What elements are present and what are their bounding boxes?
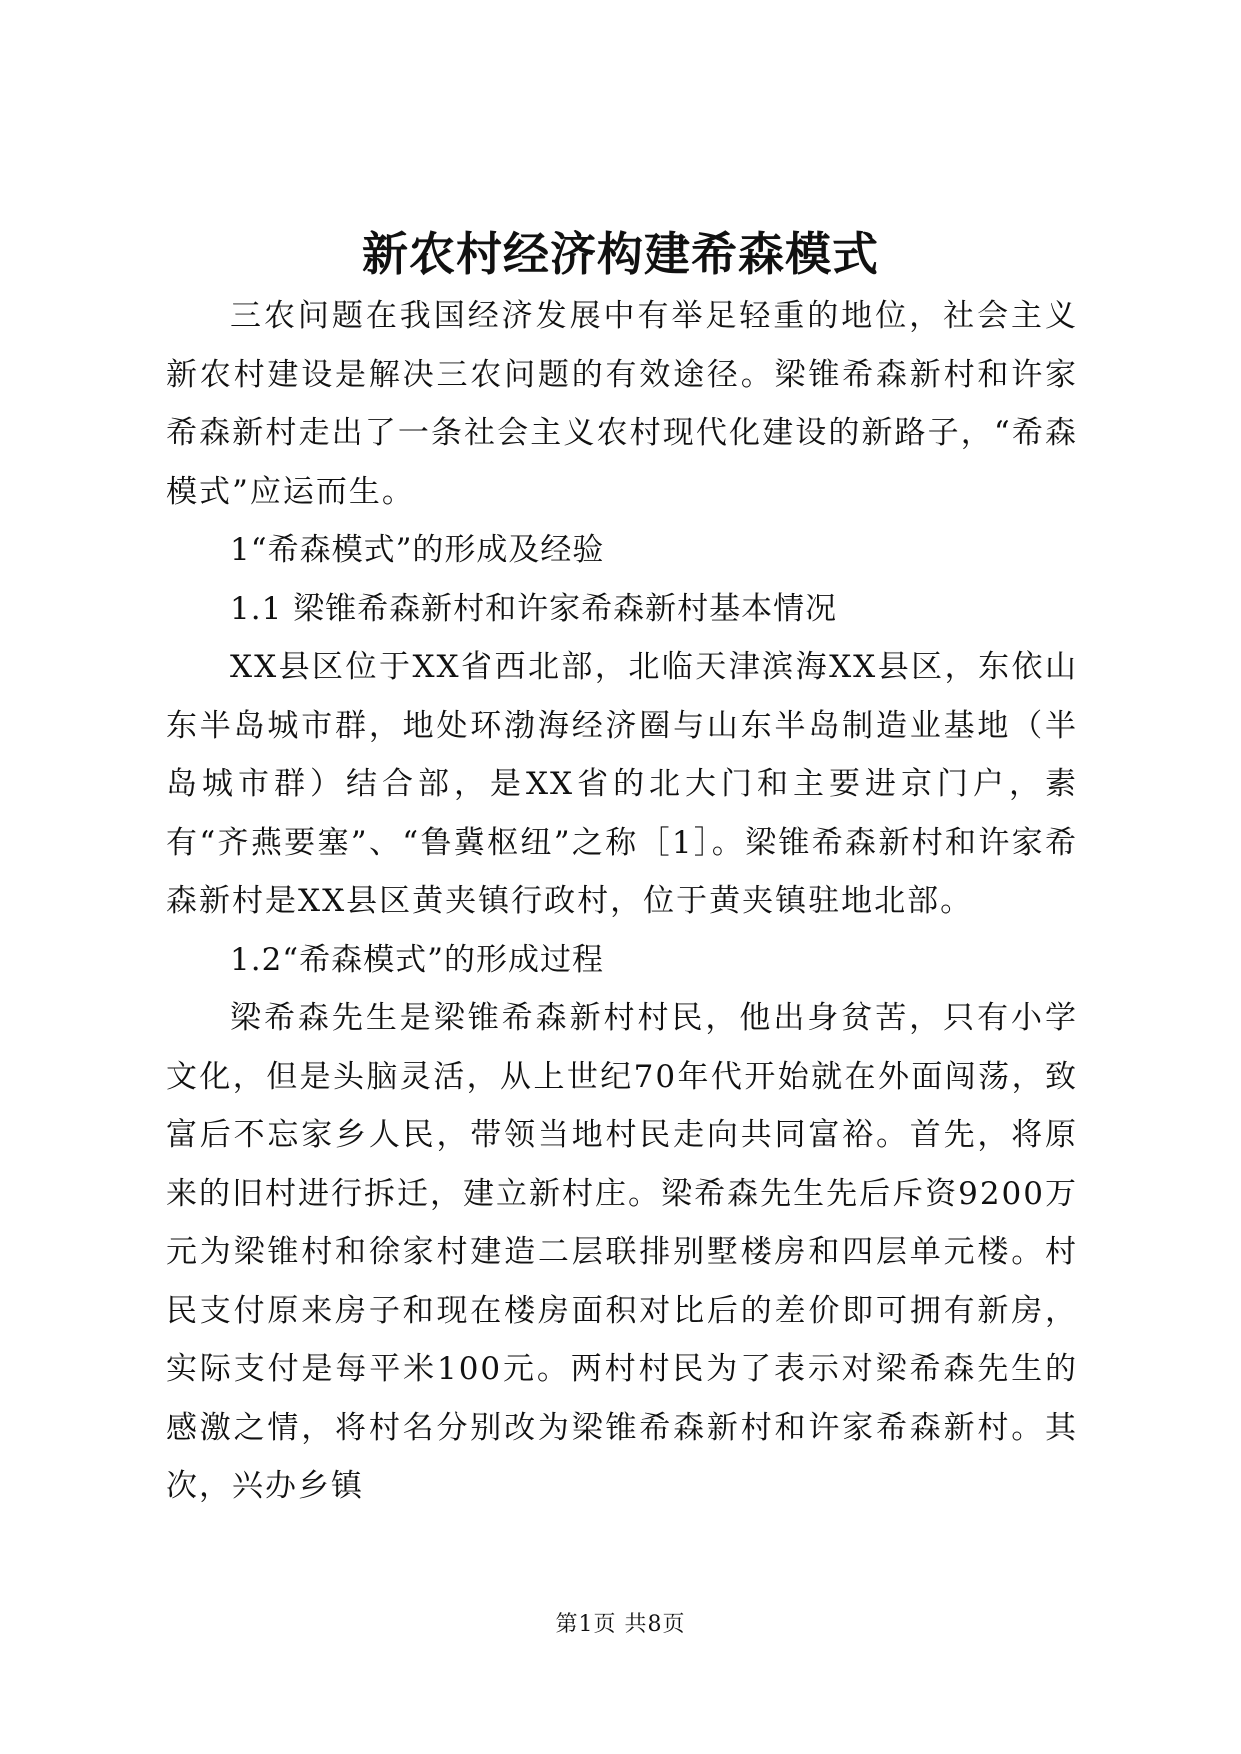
paragraph-formation-process: 梁希森先生是梁锥希森新村村民，他出身贫苦，只有小学文化，但是头脑灵活，从上世纪70年代开始就在外面闯荡，致富后不忘家乡人民，带领当地村民走向共同富裕。首先，将原来的旧村进行拆迁，建立新村庄。梁希森先生先后斥资9200万元为梁锥村和徐家村建造二层联排别墅楼房和四层单元楼。村民支付原来房子和现在楼房面积对比后的差价即可拥有新房，实际支付是每平米100元。两村村民为了表示对梁希森先生的感激之情，将村名分别改为梁锥希森新村和许家希森新村。其次，兴办乡镇: [166, 1000, 1078, 1504]
document-title: 新农村经济构建希森模式: [362, 227, 879, 281]
section-heading-1-2: 1.2“希森模式”的形成过程: [230, 941, 604, 978]
section-heading-1-1: 1.1 梁锥希森新村和许家希森新村基本情况: [230, 590, 838, 627]
paragraph-intro: 三农问题在我国经济发展中有举足轻重的地位，社会主义新农村建设是解决三农问题的有效途径。梁锥希森新村和许家希森新村走出了一条社会主义农村现代化建设的新路子，“希森模式”应运而生。: [166, 298, 1078, 510]
paragraph-county-overview: XX县区位于XX省西北部，北临天津滨海XX县区，东依山东半岛城市群，地处环渤海经济圈与山东半岛制造业基地（半岛城市群）结合部，是XX省的北大门和主要进京门户，素有“齐燕要塞”、“鲁冀枢纽”之称［1］。梁锥希森新村和许家希森新村是XX县区黄夹镇行政村，位于黄夹镇驻地北部。: [166, 649, 1078, 919]
section-heading-1: 1“希森模式”的形成及经验: [230, 532, 605, 568]
document-body: [166, 287, 1078, 1516]
page-footer: 第1页 共8页: [555, 1612, 686, 1637]
